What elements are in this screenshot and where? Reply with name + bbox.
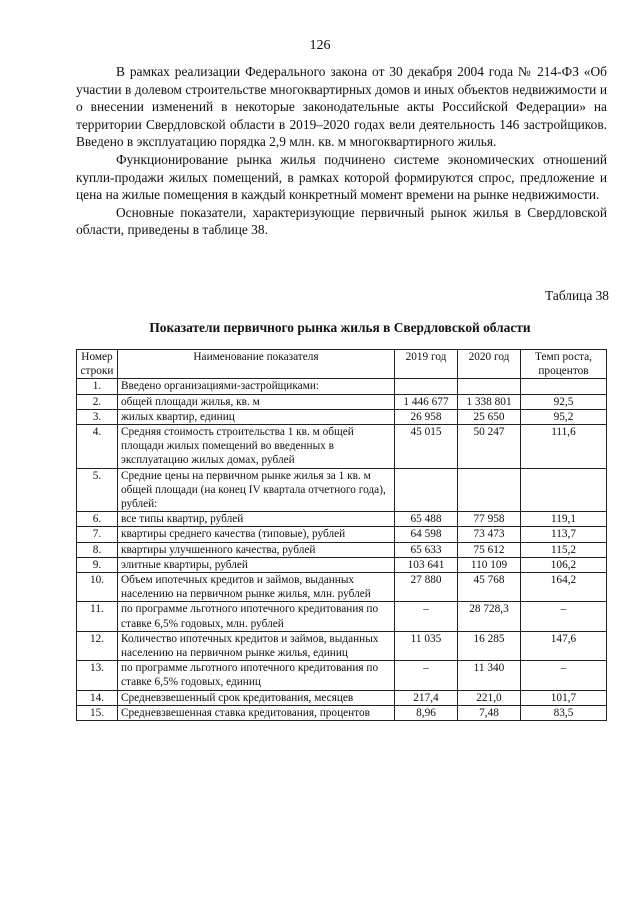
table-row	[77, 557, 607, 572]
indicator-name-cell: элитные квартиры, рублей	[118, 557, 395, 572]
table-caption: Таблица 38	[545, 288, 609, 303]
row-number-cell: 8.	[77, 542, 118, 557]
row-number-cell: 5.	[77, 468, 118, 512]
paragraph: Функционирование рынка жилья подчинено системе экономических отношений купли-продажи жилых помещений, в рамках которой формируются спрос, предложение и цена на жилые помещения в каждый конкретный момент времени на рынке недвижимости.	[76, 151, 607, 203]
value-2020-cell: 28 728,3	[458, 602, 521, 631]
row-number-cell: 6.	[77, 512, 118, 527]
indicator-name-cell: общей площади жилья, кв. м	[118, 394, 395, 409]
growth-rate-cell	[521, 379, 607, 394]
value-2020-cell: 25 650	[458, 409, 521, 424]
header-growth-rate: Темп роста, процентов	[521, 350, 607, 379]
table-row	[77, 573, 607, 602]
value-2019-cell	[395, 379, 458, 394]
value-2020-cell: 221,0	[458, 690, 521, 705]
indicator-name-cell: Средние цены на первичном рынке жилья за 1 кв. м общей площади (на конец IV квартала отчетного года), рублей:	[118, 468, 395, 512]
table-row	[77, 409, 607, 424]
growth-rate-cell: –	[521, 661, 607, 690]
row-number-cell: 14.	[77, 690, 118, 705]
row-number-cell: 4.	[77, 425, 118, 469]
value-2019-cell: 1 446 677	[395, 394, 458, 409]
growth-rate-cell: 106,2	[521, 557, 607, 572]
value-2020-cell	[458, 379, 521, 394]
value-2019-cell: 65 488	[395, 512, 458, 527]
table-row	[77, 631, 607, 660]
growth-rate-cell: 92,5	[521, 394, 607, 409]
growth-rate-cell: 101,7	[521, 690, 607, 705]
table-title: Показатели первичного рынка жилья в Свердловской области	[149, 320, 531, 335]
value-2020-cell: 75 612	[458, 542, 521, 557]
table-row	[77, 542, 607, 557]
value-2019-cell: 26 958	[395, 409, 458, 424]
table-row	[77, 379, 607, 394]
table-row	[77, 602, 607, 631]
value-2020-cell: 45 768	[458, 573, 521, 602]
table-row	[77, 527, 607, 542]
growth-rate-cell: 113,7	[521, 527, 607, 542]
header-row-number: Номер строки	[77, 350, 118, 379]
row-number-cell: 13.	[77, 661, 118, 690]
value-2019-cell: 65 633	[395, 542, 458, 557]
value-2019-cell: 11 035	[395, 631, 458, 660]
value-2020-cell: 50 247	[458, 425, 521, 469]
header-2020: 2020 год	[458, 350, 521, 379]
row-number-cell: 9.	[77, 557, 118, 572]
indicator-name-cell: квартиры улучшенного качества, рублей	[118, 542, 395, 557]
row-number-cell: 12.	[77, 631, 118, 660]
indicator-name-cell: квартиры среднего качества (типовые), рублей	[118, 527, 395, 542]
indicator-name-cell: Средняя стоимость строительства 1 кв. м общей площади жилых помещений во введенных в эксплуатацию жилых домах, рублей	[118, 425, 395, 469]
paragraph: В рамках реализации Федерального закона от 30 декабря 2004 года № 214-ФЗ «Об участии в долевом строительстве многоквартирных домов и иных объектов недвижимости и о внесении изменений в некоторые законодательные акты Российской Федерации» на территории Свердловской области в 2019–2020 годах вели деятельность 146 застройщиков. Введено в эксплуатацию порядка 2,9 млн. кв. м многоквартирного жилья.	[76, 64, 607, 150]
indicator-name-cell: Средневзвешенная ставка кредитования, процентов	[118, 705, 395, 720]
indicator-name-cell: по программе льготного ипотечного кредитования по ставке 6,5% годовых, единиц	[118, 661, 395, 690]
row-number-cell: 7.	[77, 527, 118, 542]
header-2019: 2019 год	[395, 350, 458, 379]
row-number-cell: 2.	[77, 394, 118, 409]
growth-rate-cell	[521, 468, 607, 512]
table-row	[77, 468, 607, 512]
indicator-name-cell: жилых квартир, единиц	[118, 409, 395, 424]
value-2019-cell: –	[395, 661, 458, 690]
value-2020-cell: 110 109	[458, 557, 521, 572]
value-2020-cell: 16 285	[458, 631, 521, 660]
value-2020-cell: 77 958	[458, 512, 521, 527]
indicator-name-cell: Средневзвешенный срок кредитования, месяцев	[118, 690, 395, 705]
table-row	[77, 661, 607, 690]
growth-rate-cell: –	[521, 602, 607, 631]
growth-rate-cell: 147,6	[521, 631, 607, 660]
table-row	[77, 690, 607, 705]
value-2019-cell: 45 015	[395, 425, 458, 469]
table-row	[77, 705, 607, 720]
header-indicator-name: Наименование показателя	[118, 350, 395, 379]
table-row	[77, 512, 607, 527]
indicator-name-cell: Объем ипотечных кредитов и займов, выданных населению на первичном рынке жилья, млн. рублей	[118, 573, 395, 602]
row-number-cell: 1.	[77, 379, 118, 394]
growth-rate-cell: 164,2	[521, 573, 607, 602]
value-2019-cell: 8,96	[395, 705, 458, 720]
row-number-cell: 11.	[77, 602, 118, 631]
value-2019-cell	[395, 468, 458, 512]
paragraph: Основные показатели, характеризующие первичный рынок жилья в Свердловской области, приведены в таблице 38.	[76, 204, 607, 238]
growth-rate-cell: 83,5	[521, 705, 607, 720]
body-text	[76, 63, 607, 239]
page-number: 126	[309, 38, 331, 53]
value-2020-cell: 73 473	[458, 527, 521, 542]
row-number-cell: 3.	[77, 409, 118, 424]
value-2019-cell: 103 641	[395, 557, 458, 572]
row-number-cell: 10.	[77, 573, 118, 602]
indicator-name-cell: все типы квартир, рублей	[118, 512, 395, 527]
table-row	[77, 394, 607, 409]
table-header-row	[77, 350, 607, 379]
value-2019-cell: 64 598	[395, 527, 458, 542]
indicators-table	[76, 349, 607, 721]
growth-rate-cell: 115,2	[521, 542, 607, 557]
growth-rate-cell: 111,6	[521, 425, 607, 469]
row-number-cell: 15.	[77, 705, 118, 720]
value-2020-cell: 1 338 801	[458, 394, 521, 409]
value-2020-cell: 11 340	[458, 661, 521, 690]
value-2019-cell: –	[395, 602, 458, 631]
value-2019-cell: 27 880	[395, 573, 458, 602]
value-2019-cell: 217,4	[395, 690, 458, 705]
value-2020-cell: 7,48	[458, 705, 521, 720]
table-row	[77, 425, 607, 469]
indicator-name-cell: по программе льготного ипотечного кредитования по ставке 6,5% годовых, млн. рублей	[118, 602, 395, 631]
growth-rate-cell: 95,2	[521, 409, 607, 424]
value-2020-cell	[458, 468, 521, 512]
growth-rate-cell: 119,1	[521, 512, 607, 527]
indicator-name-cell: Количество ипотечных кредитов и займов, выданных населению на первичном рынке жилья, единиц	[118, 631, 395, 660]
indicator-name-cell: Введено организациями-застройщиками:	[118, 379, 395, 394]
